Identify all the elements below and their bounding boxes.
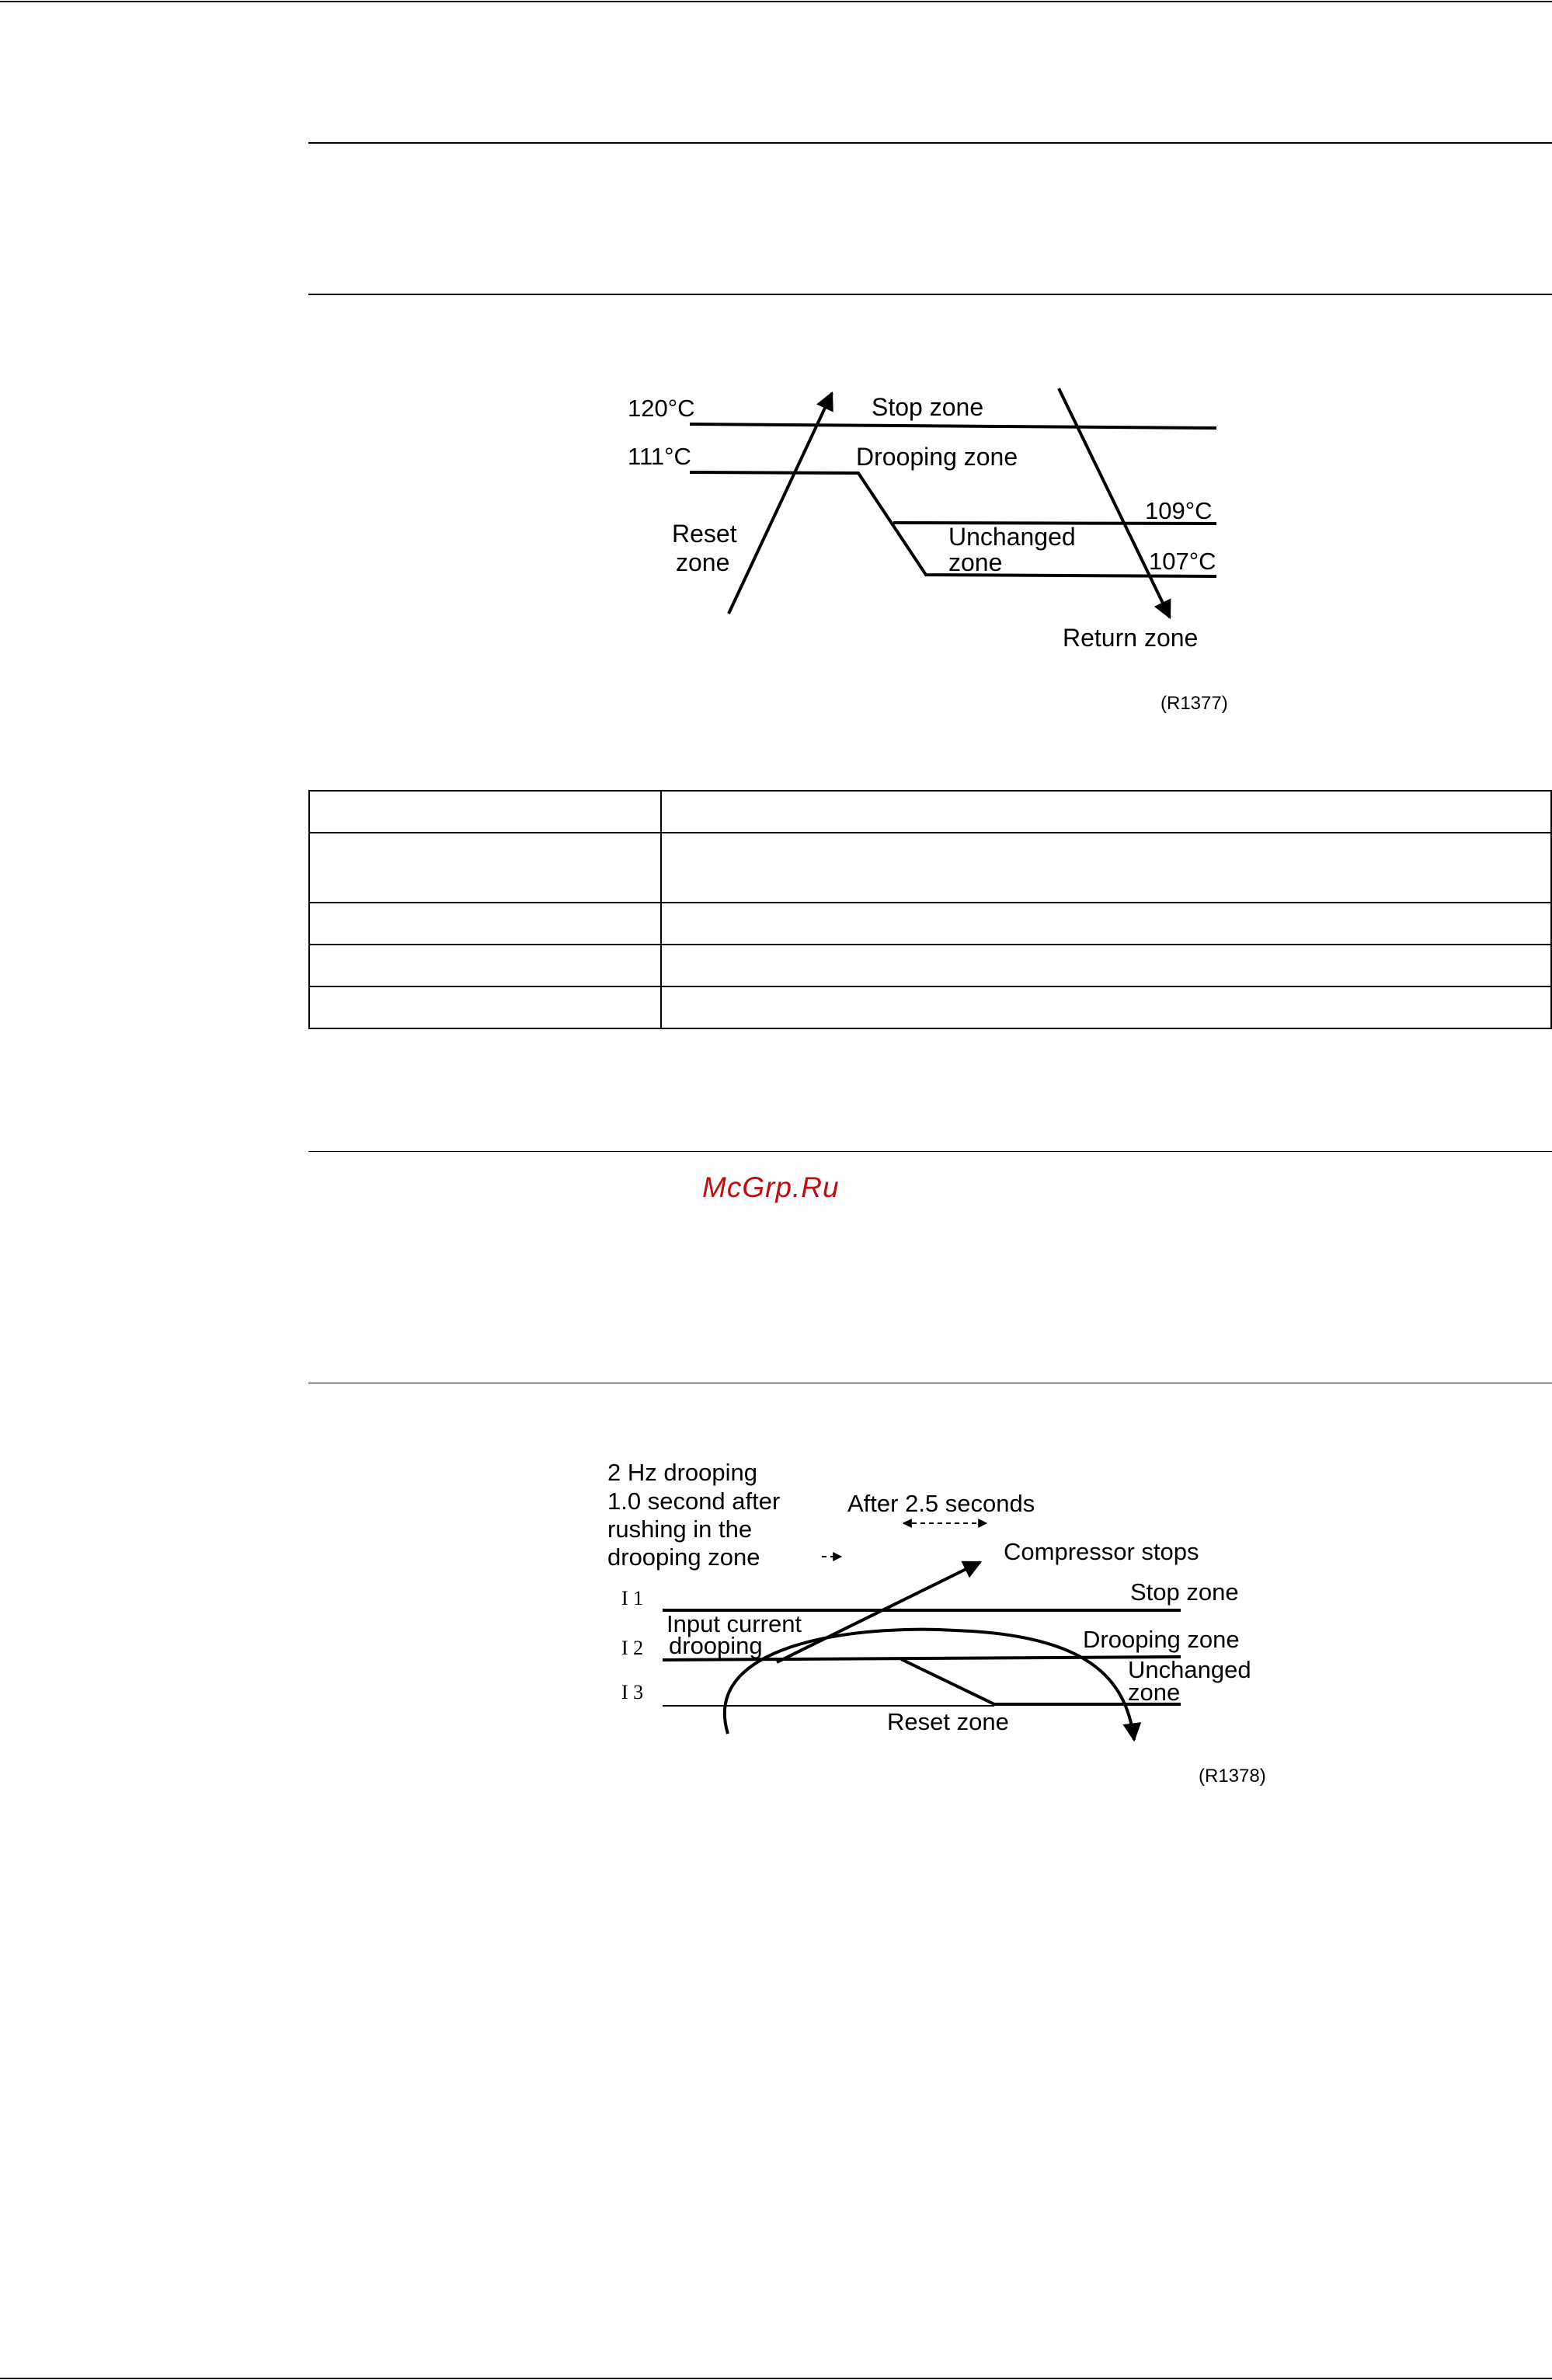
table-cell (309, 945, 661, 986)
temp-111-label: 111°C (628, 443, 691, 470)
i2-drooping-line (663, 1657, 1181, 1660)
figure-ref-r1378: (R1378) (1199, 1766, 1266, 1787)
table-cell (661, 945, 1551, 986)
unchanged-zone-label-1: Unchanged (1128, 1656, 1251, 1683)
note-line-1: 2 Hz drooping (607, 1459, 758, 1486)
watermark-link[interactable]: McGrp.Ru (702, 1171, 840, 1203)
table-row (309, 833, 1551, 903)
i3-label: I 3 (621, 1681, 644, 1703)
table-cell (661, 791, 1551, 833)
drooping-slope (901, 1659, 1181, 1704)
drooping-zone-label: Drooping zone (1083, 1626, 1240, 1653)
input-current-label-2: drooping (669, 1632, 763, 1659)
table-cell (309, 833, 661, 903)
discharge-temperature-zone-diagram (0, 0, 1552, 746)
table-row (309, 945, 1551, 986)
note-line-4: drooping zone (607, 1543, 760, 1571)
reset-zone-label-2: zone (676, 548, 730, 576)
zone-table (308, 790, 1552, 1029)
input-current-label-1: Input current (666, 1610, 802, 1637)
table-cell (309, 791, 661, 833)
page-bottom-rule (0, 2378, 1552, 2379)
reset-zone-label-1: Reset (672, 520, 737, 548)
compressor-arrow (777, 1562, 980, 1662)
temp-107-label: 107°C (1149, 548, 1216, 575)
return-zone-label: Return zone (1063, 624, 1199, 652)
section-rule-3 (308, 1151, 1552, 1152)
reset-zone-label: Reset zone (887, 1708, 1009, 1735)
stop-zone-label: Stop zone (1130, 1578, 1239, 1606)
temp-109-label: 109°C (1145, 497, 1213, 524)
temp-120-label: 120°C (628, 395, 695, 422)
figure-ref-r1377: (R1377) (1161, 693, 1228, 714)
table-cell (661, 833, 1551, 903)
table-row (309, 986, 1551, 1028)
curved-current-arrow (725, 1630, 1134, 1740)
i1-label: I 1 (621, 1587, 644, 1609)
table-cell (661, 903, 1551, 945)
unchanged-zone-label-1: Unchanged (948, 523, 1076, 551)
table-row (309, 791, 1551, 833)
drooping-zone-label: Drooping zone (856, 443, 1018, 471)
unchanged-zone-label-2: zone (1128, 1679, 1181, 1706)
i2-label: I 2 (621, 1637, 644, 1659)
table-row (309, 903, 1551, 945)
compressor-stops-label: Compressor stops (1004, 1538, 1199, 1565)
table-cell (309, 986, 661, 1028)
table-cell (661, 986, 1551, 1028)
stop-threshold-line (690, 424, 1216, 428)
table-cell (309, 903, 661, 945)
stop-zone-label: Stop zone (872, 393, 984, 421)
note-line-2: 1.0 second after (607, 1488, 781, 1515)
note-line-3: rushing in the (607, 1515, 753, 1543)
after-seconds-label: After 2.5 seconds (847, 1490, 1035, 1517)
unchanged-zone-label-2: zone (948, 548, 1003, 576)
